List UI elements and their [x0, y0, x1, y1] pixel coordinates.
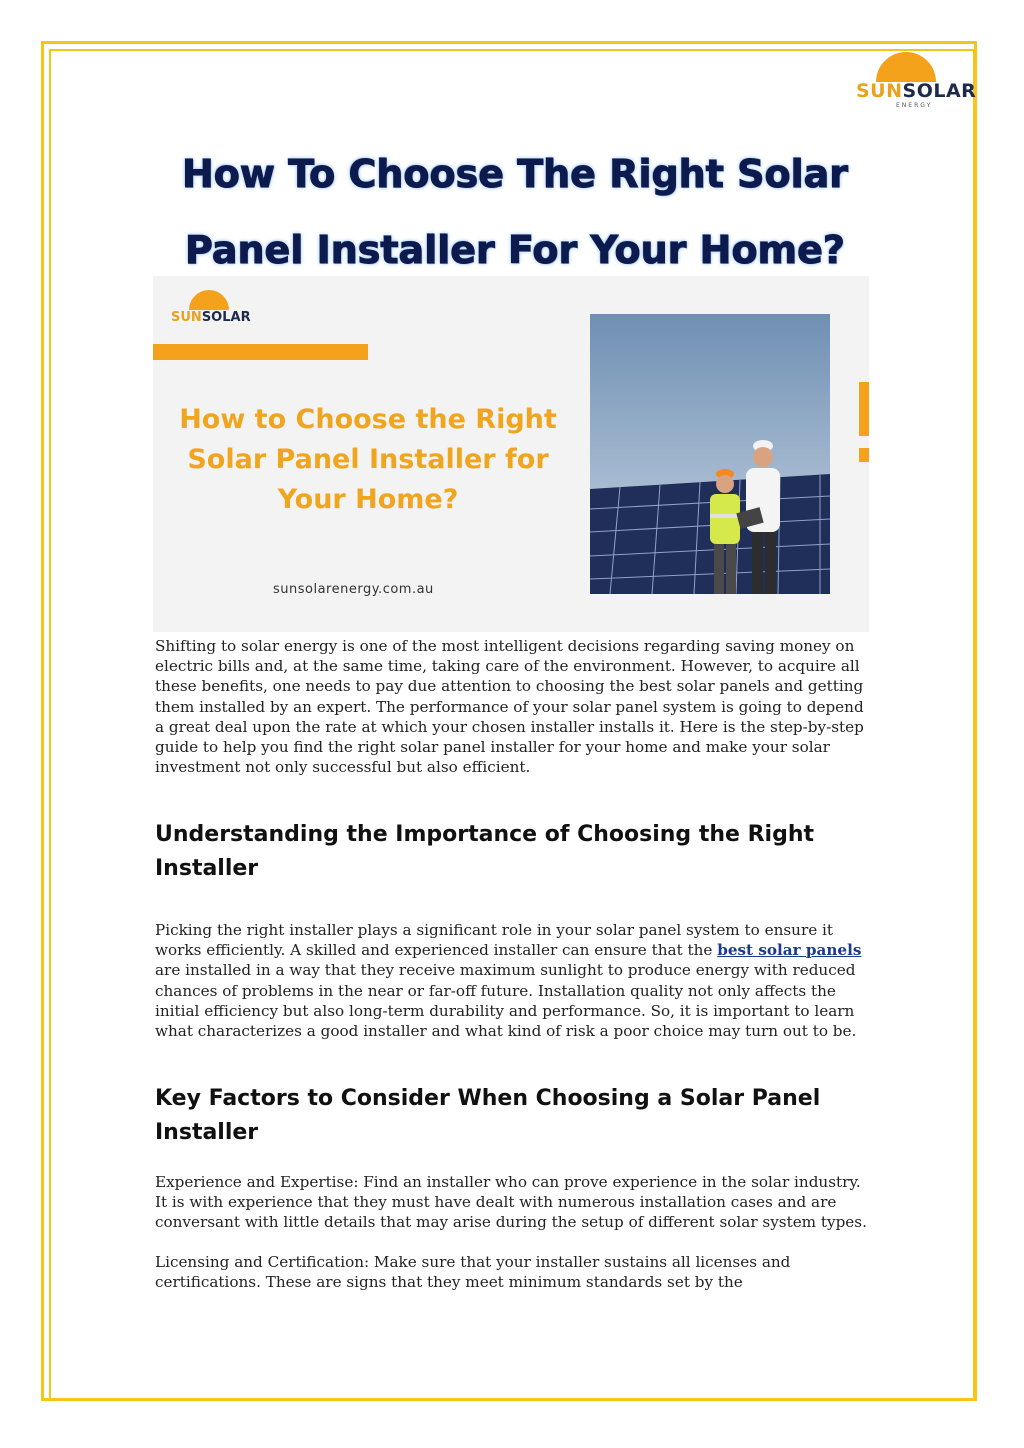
installers-photo: [590, 314, 830, 594]
section-heading-importance: Understanding the Importance of Choosing the Right Installer: [155, 822, 815, 881]
sunsolar-logo: [854, 52, 977, 110]
banner-url: sunsolarenergy.com.au: [273, 582, 434, 597]
experience-paragraph: Experience and Expertise: Find an installer who can prove experience in the solar industry. It is with experience that they must have dealt with numerous installation cases and are conversant with little details that may arise during the setup of different solar system types.: [155, 1173, 867, 1232]
banner-accent-bar: [153, 344, 368, 360]
banner-accent-block: [859, 448, 869, 462]
section-heading-key-factors: Key Factors to Consider When Choosing a Solar Panel Installer: [155, 1086, 821, 1145]
importance-paragraph: Picking the right installer plays a significant role in your solar panel system to ensure it works efficiently. A skilled and experienced installer can ensure that the best solar panels are installed in a way that they receive maximum sunlight to produce energy with reduced chances of problems in the near or far-off future. Installation quality not only affects the initial efficiency but also long-term durability and performance. So, it is important to learn what characterizes a good installer and what kind of risk a poor choice may turn out to be.: [155, 921, 862, 1041]
sun-icon: [189, 290, 229, 310]
hero-banner-image: [153, 276, 869, 632]
banner-heading: How to Choose the Right Solar Panel Installer for Your Home?: [179, 404, 557, 515]
best-solar-panels-link[interactable]: best solar panels: [717, 941, 862, 960]
banner-logo: SUNSOLAR: [171, 290, 251, 334]
licensing-paragraph: Licensing and Certification: Make sure that your installer sustains all licenses and certifications. These are signs that they meet minimum standards set by the: [155, 1253, 791, 1292]
logo-tagline: ENERGY: [896, 102, 933, 109]
banner-accent-block: [859, 382, 869, 436]
sun-icon: [876, 52, 936, 82]
intro-paragraph: Shifting to solar energy is one of the most intelligent decisions regarding saving money on electric bills and, at the same time, taking care of the environment. However, to acquire all these benefits, one needs to pay due attention to choosing the best solar panels and getting them installed by an expert. The performance of your solar panel system is going to depend a great deal upon the rate at which your chosen installer installs it. Here is the step-by-step guide to help you find the right solar panel installer for your home and make your solar investment not only successful but also efficient.: [155, 637, 864, 777]
logo-wordmark: SUNSOLAR: [856, 80, 977, 102]
page-title: How To Choose The Right Solar Panel Installer For Your Home?: [181, 152, 849, 272]
